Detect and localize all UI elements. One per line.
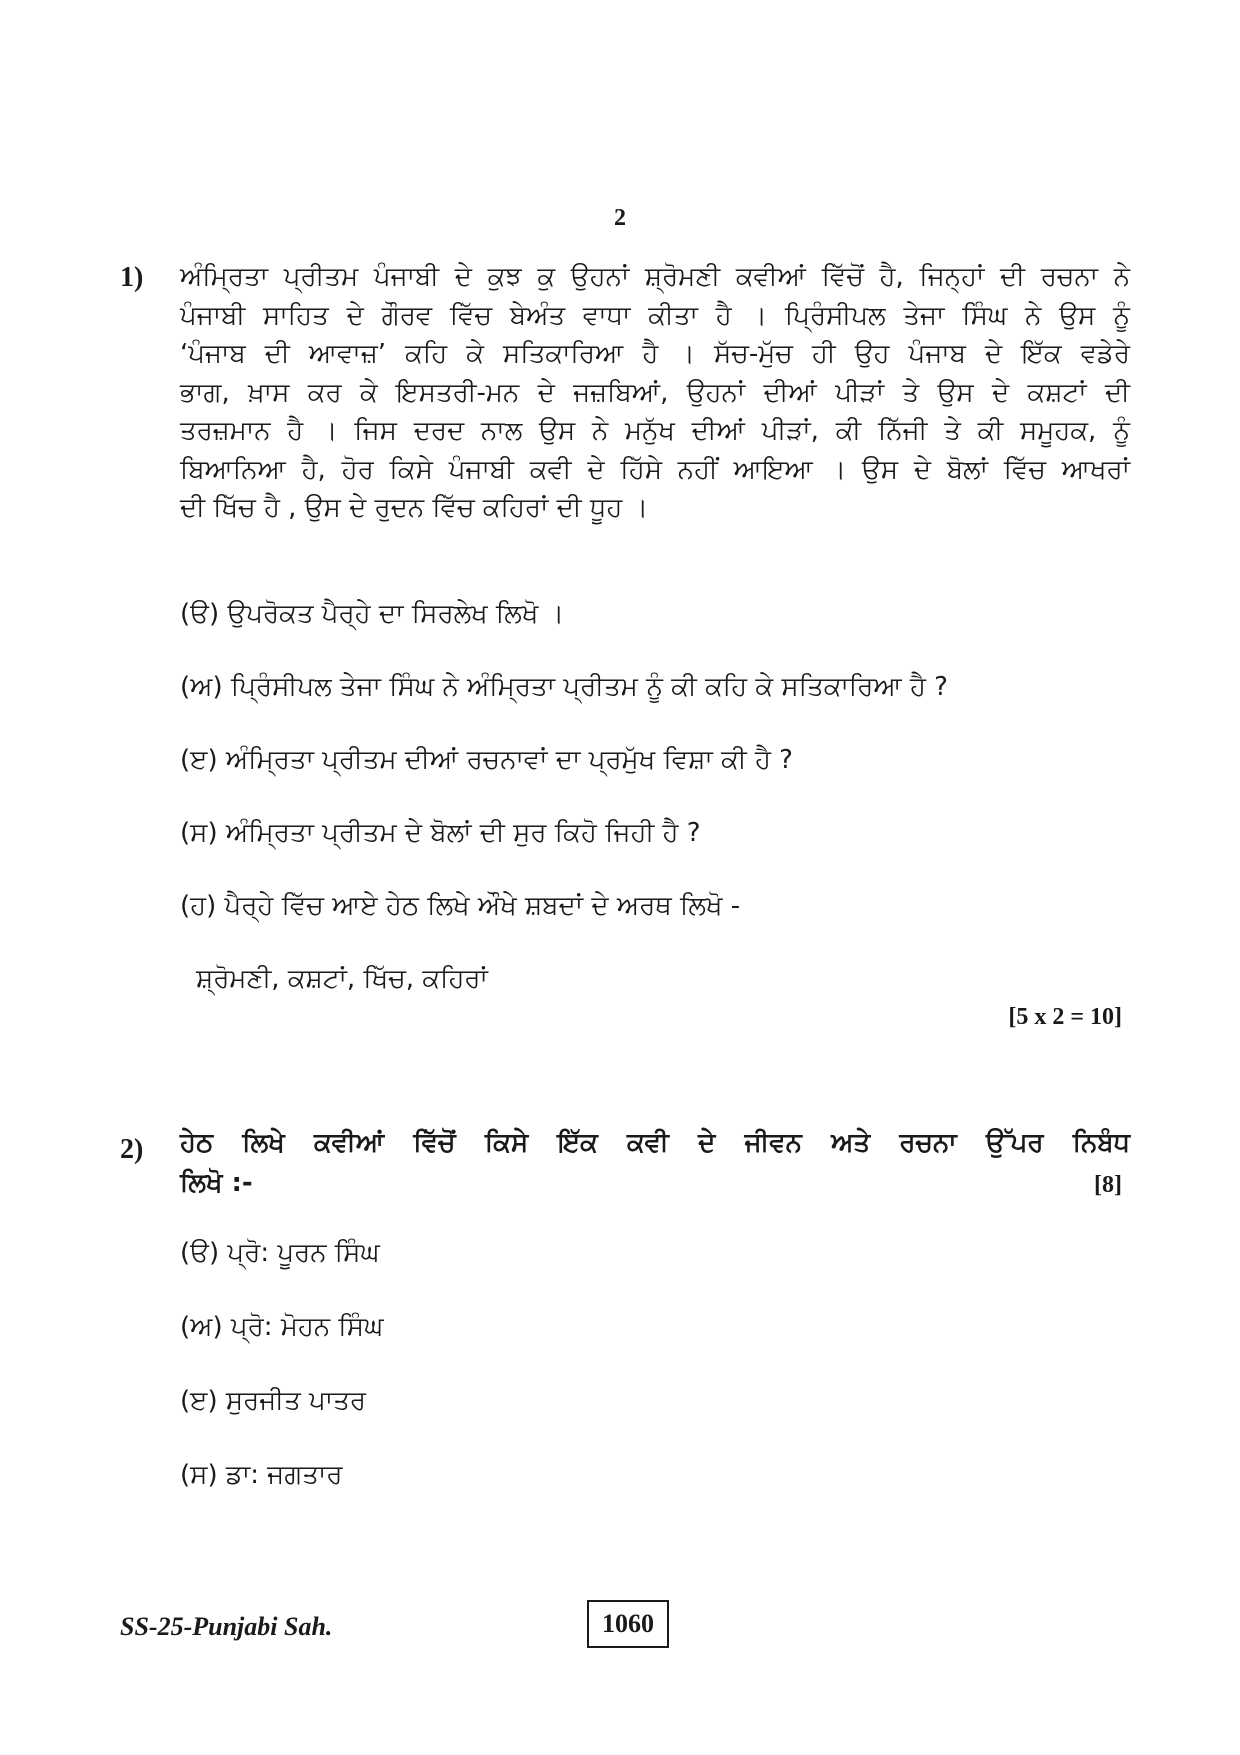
paragraph-line: ਬਿਆਨਿਆ ਹੈ, ਹੋਰ ਕਿਸੇ ਪੰਜਾਬੀ ਕਵੀ ਦੇ ਹਿੱਸੇ ਨਹੀਂ ਆਇਆ । ਉਸ ਦੇ ਬੋਲਾਂ ਵਿੱਚ ਆਖਰਾਂ — [180, 454, 1130, 485]
question-1-number: 1) — [120, 262, 144, 293]
option-a: (ੳ) ਪ੍ਰੋ: ਪੂਰਨ ਸਿੰਘ — [180, 1238, 380, 1268]
subquestion-d: (ਸ) ਅੰਮ੍ਰਿਤਾ ਪ੍ਰੀਤਮ ਦੇ ਬੋਲਾਂ ਦੀ ਸੁਰ ਕਿਹੋ ਜਿਹੀ ਹੈ ? — [180, 818, 701, 848]
paragraph-line: ‘ਪੰਜਾਬ ਦੀ ਆਵਾਜ਼’ ਕਹਿ ਕੇ ਸਤਿਕਾਰਿਆ ਹੈ । ਸੱਚ-ਮੁੱਚ ਹੀ ਉਹ ਪੰਜਾਬ ਦੇ ਇੱਕ ਵਡੇਰੇ — [180, 339, 1130, 369]
paragraph-line: ਤਰਜ਼ਮਾਨ ਹੈ । ਜਿਸ ਦਰਦ ਨਾਲ ਉਸ ਨੇ ਮਨੁੱਖ ਦੀਆਂ ਪੀੜਾਂ, ਕੀ ਨਿੱਜੀ ਤੇ ਕੀ ਸਮੂਹਕ, ਨੂੰ — [180, 416, 1130, 446]
subquestion-a: (ੳ) ਉਪਰੋਕਤ ਪੈਰ੍ਹੇ ਦਾ ਸਿਰਲੇਖ ਲਿਖੋ । — [180, 599, 565, 629]
subquestion-b: (ਅ) ਪ੍ਰਿੰਸੀਪਲ ਤੇਜਾ ਸਿੰਘ ਨੇ ਅੰਮ੍ਰਿਤਾ ਪ੍ਰੀਤਮ ਨੂੰ ਕੀ ਕਹਿ ਕੇ ਸਤਿਕਾਰਿਆ ਹੈ ? — [180, 672, 948, 702]
subquestion-c: (ੲ) ਅੰਮ੍ਰਿਤਾ ਪ੍ਰੀਤਮ ਦੀਆਂ ਰਚਨਾਵਾਂ ਦਾ ਪ੍ਰਮੁੱਖ ਵਿਸ਼ਾ ਕੀ ਹੈ ? — [180, 745, 793, 775]
paragraph-line: ਅੰਮ੍ਰਿਤਾ ਪ੍ਰੀਤਮ ਪੰਜਾਬੀ ਦੇ ਕੁਝ ਕੁ ਉਹਨਾਂ ਸ਼੍ਰੋਮਣੀ ਕਵੀਆਂ ਵਿੱਚੋਂ ਹੈ, ਜਿਨ੍ਹਾਂ ਦੀ ਰਚਨਾ ਨੇ — [180, 262, 1130, 292]
paragraph-line: ਪੰਜਾਬੀ ਸਾਹਿਤ ਦੇ ਗੌਰਵ ਵਿੱਚ ਬੇਅੰਤ ਵਾਧਾ ਕੀਤਾ ਹੈ । ਪ੍ਰਿੰਸੀਪਲ ਤੇਜਾ ਸਿੰਘ ਨੇ ਉਸ ਨੂੰ — [180, 300, 1130, 331]
question-1-marks: [5 x 2 = 10] — [1008, 1004, 1122, 1030]
question-2-number: 2) — [120, 1134, 144, 1165]
difficult-words: ਸ਼੍ਰੋਮਣੀ, ਕਸ਼ਟਾਂ, ਖਿੱਚ, ਕਹਿਰਾਂ — [196, 964, 488, 994]
option-b: (ਅ) ਪ੍ਰੋ: ਮੋਹਨ ਸਿੰਘ — [180, 1312, 384, 1342]
subquestion-e: (ਹ) ਪੈਰ੍ਹੇ ਵਿੱਚ ਆਏ ਹੇਠ ਲਿਖੇ ਔਖੇ ਸ਼ਬਦਾਂ ਦੇ ਅਰਥ ਲਿਖੋ - — [180, 891, 741, 921]
option-d: (ਸ) ਡਾ: ਜਗਤਾਰ — [180, 1460, 343, 1490]
page-number: 2 — [614, 205, 626, 231]
paper-code: SS-25-Punjabi Sah. — [120, 1612, 333, 1641]
question-2-marks: [8] — [1094, 1172, 1122, 1198]
paper-number-box: 1060 — [587, 1600, 669, 1648]
question-2-prompt-line2: ਲਿਖੋ :- — [180, 1168, 253, 1198]
question-2-prompt-line1: ਹੇਠ ਲਿਖੇ ਕਵੀਆਂ ਵਿੱਚੋਂ ਕਿਸੇ ਇੱਕ ਕਵੀ ਦੇ ਜੀਵਨ ਅਤੇ ਰਚਨਾ ਉੱਪਰ ਨਿਬੰਧ — [180, 1128, 1130, 1158]
question-1-paragraph — [180, 258, 1130, 528]
option-c: (ੲ) ਸੁਰਜੀਤ ਪਾਤਰ — [180, 1386, 366, 1416]
paragraph-line: ਦੀ ਖਿੱਚ ਹੈ , ਉਸ ਦੇ ਰੁਦਨ ਵਿੱਚ ਕਹਿਰਾਂ ਦੀ ਧੂਹ । — [180, 493, 649, 523]
paragraph-line: ਭਾਗ, ਖ਼ਾਸ ਕਰ ਕੇ ਇਸਤਰੀ-ਮਨ ਦੇ ਜਜ਼ਬਿਆਂ, ਉਹਨਾਂ ਦੀਆਂ ਪੀੜਾਂ ਤੇ ਉਸ ਦੇ ਕਸ਼ਟਾਂ ਦੀ — [180, 377, 1130, 408]
